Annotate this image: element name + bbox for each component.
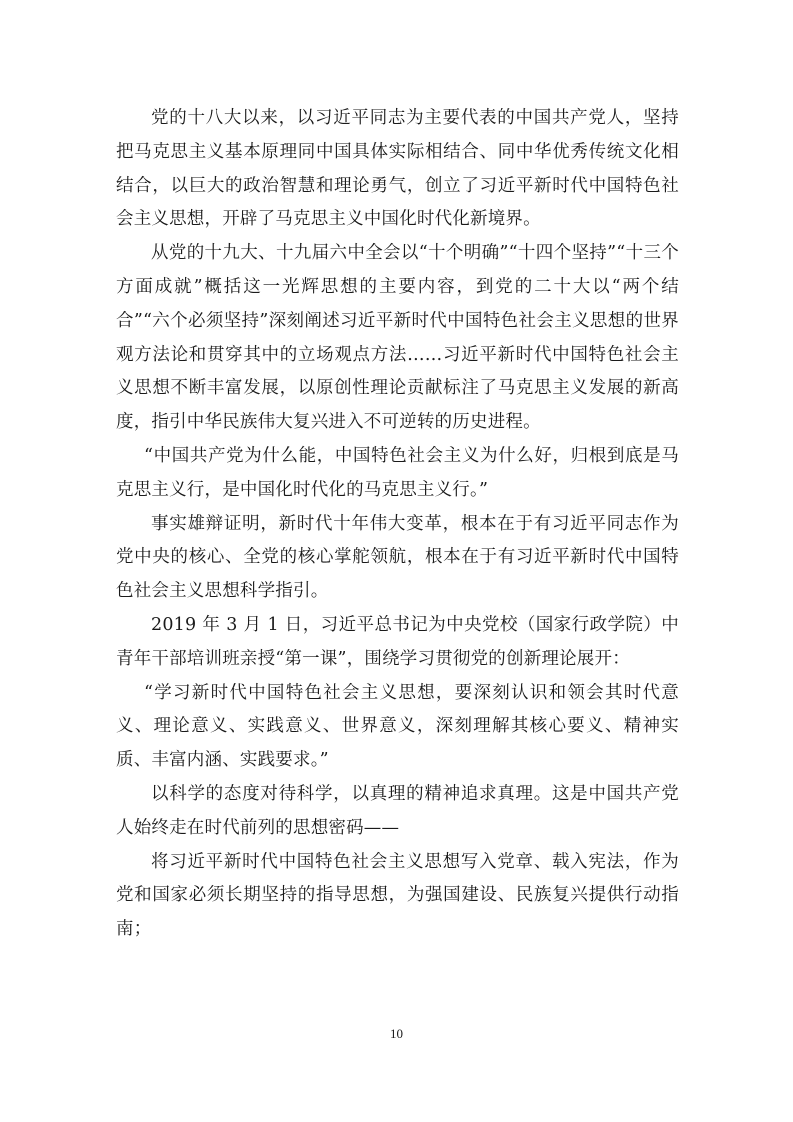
document-body [116, 102, 679, 947]
paragraph-6: 将习近平新时代中国特色社会主义思想写入党章、载入宪法，作为党和国家必须长期坚持的指导思想，为强国建设、民族复兴提供行动指南； [116, 851, 679, 940]
paragraph-1: 党的十八大以来，以习近平同志为主要代表的中国共产党人，坚持把马克思主义基本原理同中国具体实际相结合、同中华优秀传统文化相结合，以巨大的政治智慧和理论勇气，创立了习近平新时代中国特色社会主义思想，开辟了马克思主义中国化时代化新境界。 [116, 108, 679, 230]
quote-paragraph-1: “中国共产党为什么能，中国特色社会主义为什么好，归根到底是马克思主义行，是中国化时代化的马克思主义行。” [116, 445, 679, 500]
paragraph-5: 以科学的态度对待科学，以真理的精神追求真理。这是中国共产党人始终走在时代前列的思想密码—— [116, 783, 679, 838]
page-number: 10 [390, 1026, 403, 1041]
quote-paragraph-2: “学习新时代中国特色社会主义思想，要深刻认识和领会其时代意义、理论意义、实践意义、世界意义，深刻理解其核心要义、精神实质、丰富内涵、实践要求。” [116, 682, 679, 771]
paragraph-2: 从党的十九大、十九届六中全会以“十个明确”“十四个坚持”“十三个方面成就”概括这一光辉思想的主要内容，到党的二十大以“两个结合”“六个必须坚持”深刻阐述习近平新时代中国特色社会主义思想的世界观方法论和贯穿其中的立场观点方法……习近平新时代中国特色社会主义思想不断丰富发展，以原创性理论贡献标注了马克思主义发展的新高度，指引中华民族伟大复兴进入不可逆转的历史进程。 [116, 243, 679, 433]
paragraph-3: 事实雄辩证明，新时代十年伟大变革，根本在于有习近平同志作为党中央的核心、全党的核心掌舵领航，根本在于有习近平新时代中国特色社会主义思想科学指引。 [116, 513, 679, 602]
paragraph-4: 2019 年 3 月 1 日，习近平总书记为中央党校（国家行政学院）中青年干部培训班亲授“第一课”，围绕学习贯彻党的创新理论展开： [116, 614, 679, 669]
